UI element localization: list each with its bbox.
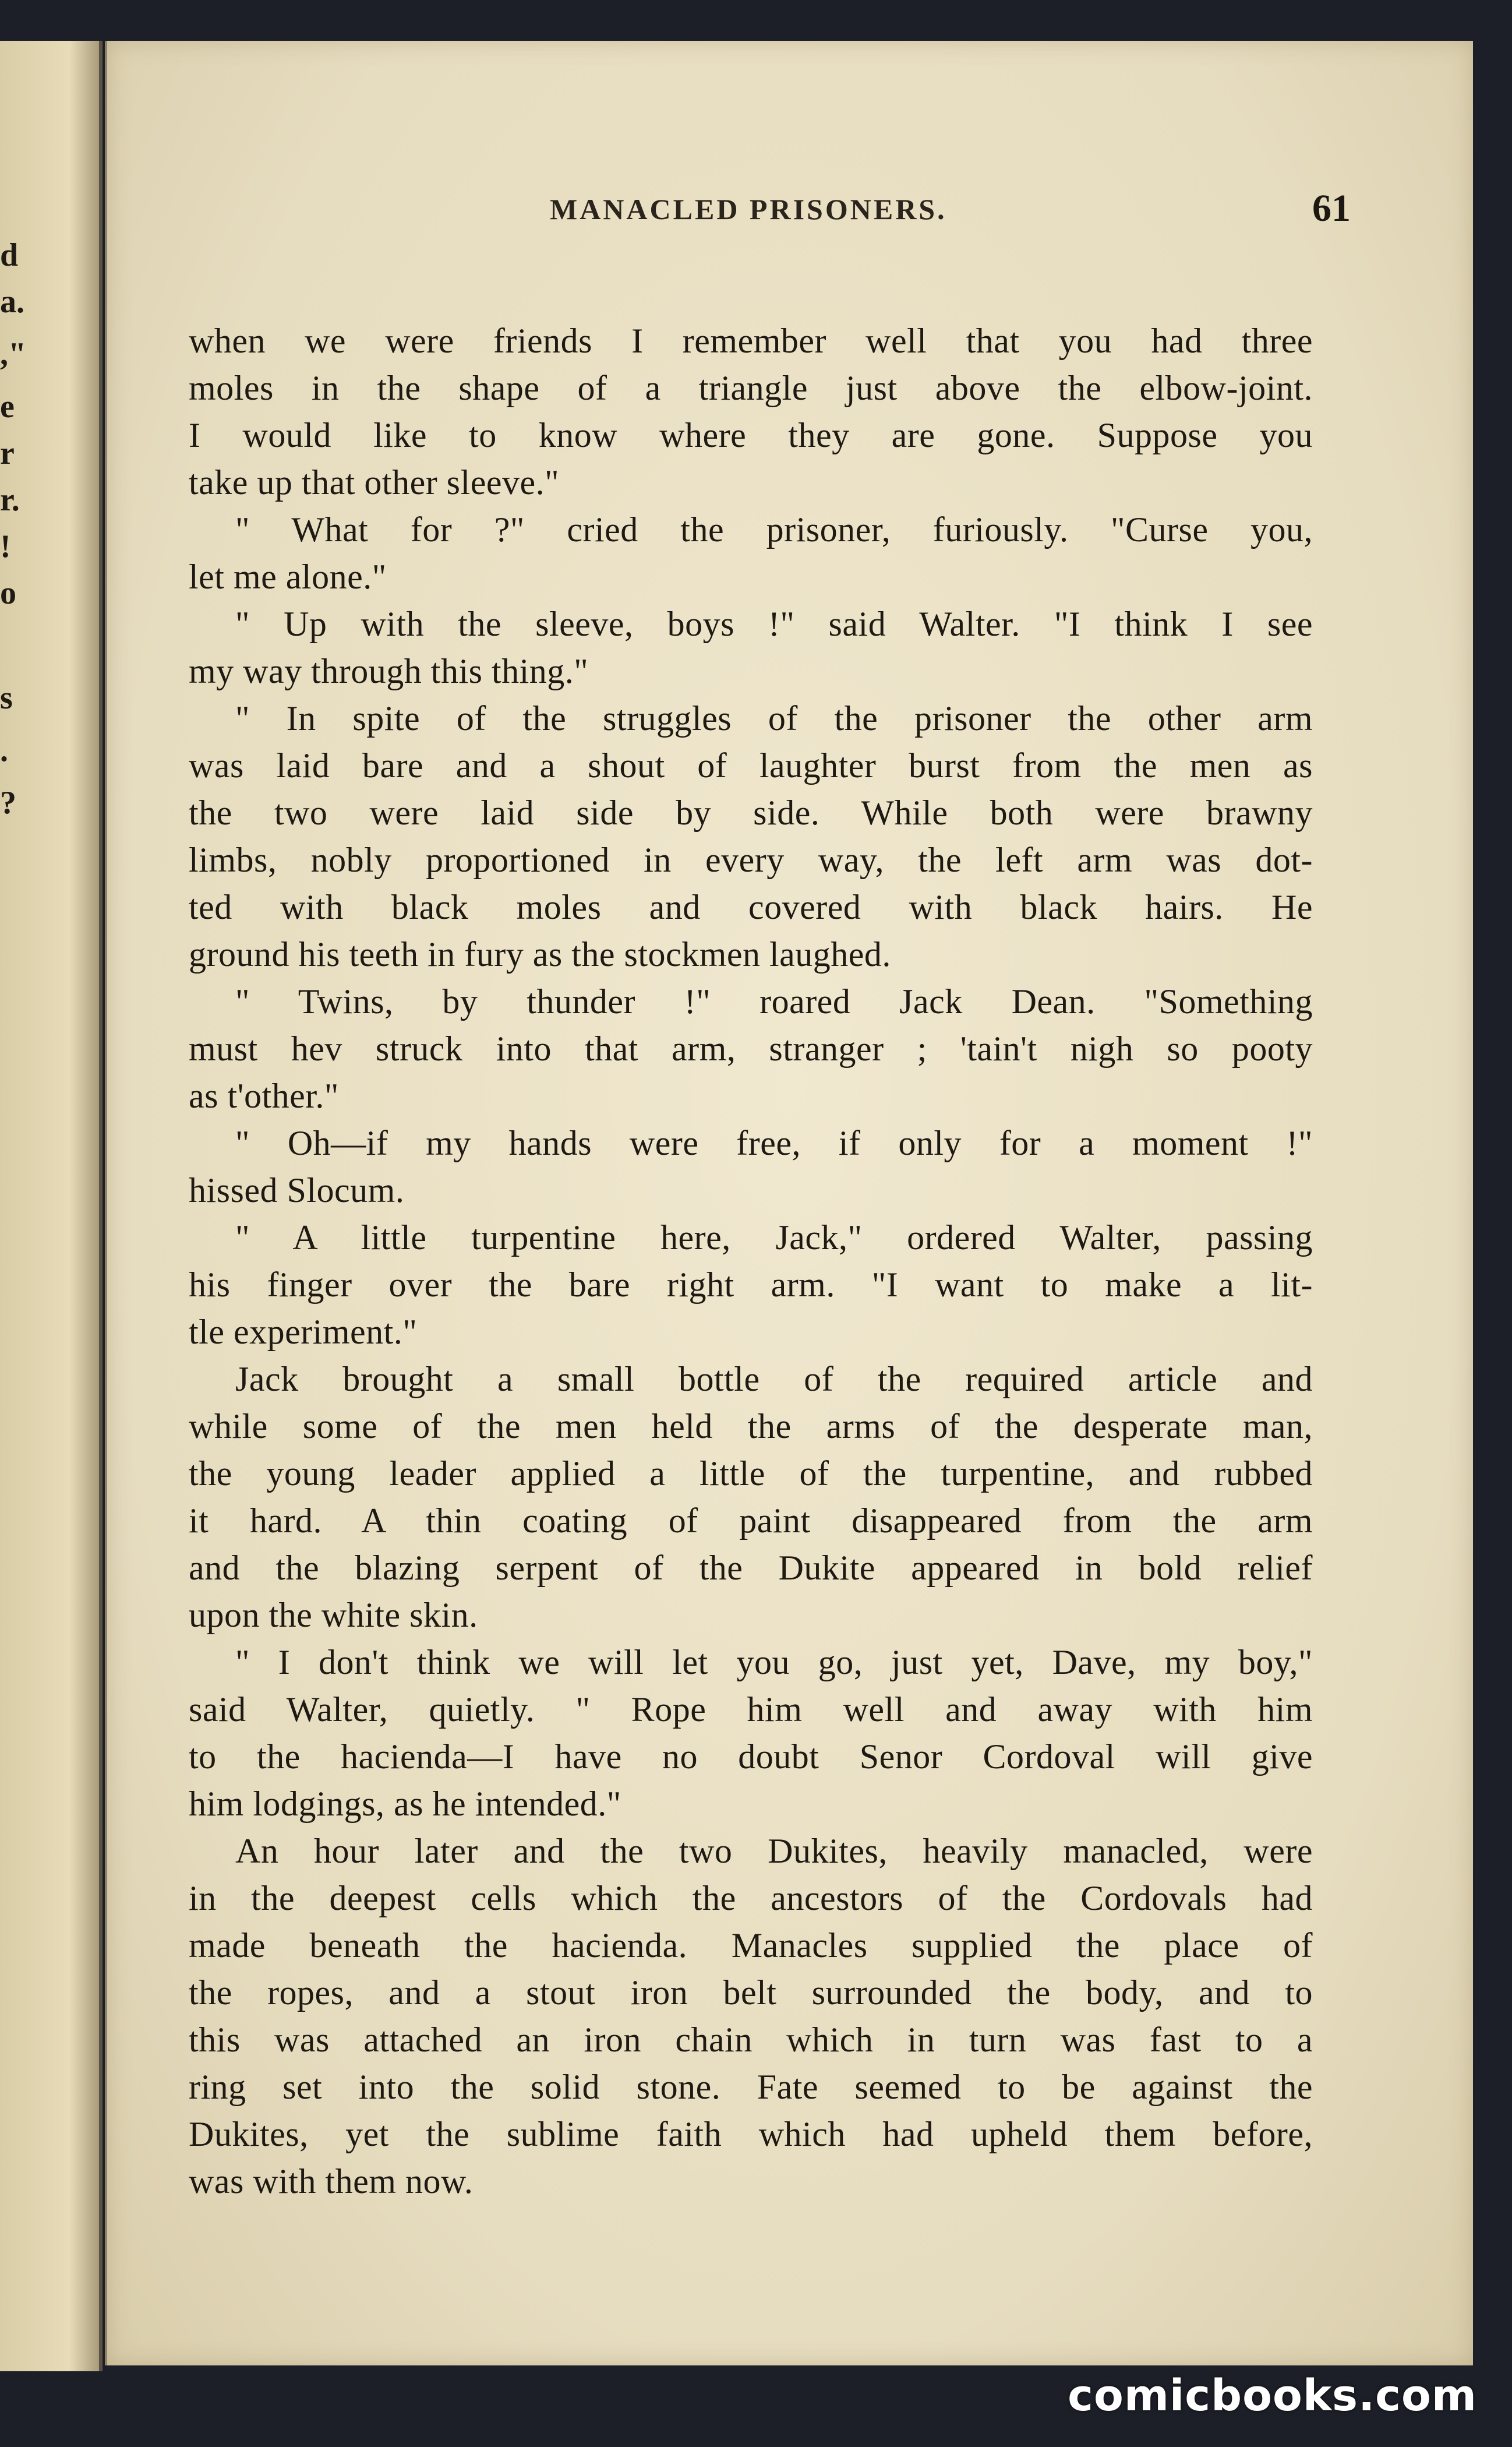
text-line: said Walter, quietly. " Rope him well and away with him bbox=[189, 1690, 1313, 1729]
text-line: " Oh—if my hands were free, if only for a moment !" bbox=[235, 1124, 1313, 1162]
book-page bbox=[105, 41, 1473, 2365]
text-line: limbs, nobly proportioned in every way, the left arm was dot- bbox=[189, 841, 1313, 879]
text-line: the young leader applied a little of the turpentine, and rubbed bbox=[189, 1454, 1313, 1493]
text-line: must hev struck into that arm, stranger ; 'tain't nigh so pooty bbox=[189, 1029, 1313, 1068]
text-line: " Up with the sleeve, boys !" said Walter. "I think I see bbox=[235, 605, 1313, 643]
text-line: in the deepest cells which the ancestors of the Cordovals had bbox=[189, 1879, 1313, 1917]
text-line: when we were friends I remember well that you had three bbox=[189, 322, 1313, 360]
text-line: " What for ?" cried the prisoner, furiously. "Curse you, bbox=[235, 510, 1313, 549]
facing-page-fragment: . bbox=[0, 732, 8, 768]
facing-page-fragment: ," bbox=[0, 336, 27, 372]
text-line: tle experiment." bbox=[189, 1313, 418, 1351]
facing-page-fragment: d bbox=[0, 237, 19, 273]
text-line: the two were laid side by side. While both were brawny bbox=[189, 794, 1313, 832]
text-line: " Twins, by thunder !" roared Jack Dean. "Something bbox=[235, 982, 1313, 1021]
text-line: take up that other sleeve." bbox=[189, 463, 560, 502]
text-line: " In spite of the struggles of the prisoner the other arm bbox=[235, 699, 1313, 738]
text-line: it hard. A thin coating of paint disappeared from the arm bbox=[189, 1501, 1313, 1540]
text-line: ground his teeth in fury as the stockmen laughed. bbox=[189, 935, 891, 974]
text-line: " A little turpentine here, Jack," ordered Walter, passing bbox=[235, 1218, 1313, 1257]
text-line: this was attached an iron chain which in turn was fast to a bbox=[189, 2021, 1313, 2059]
text-line: as t'other." bbox=[189, 1077, 339, 1115]
text-line: Dukites, yet the sublime faith which had upheld them before, bbox=[189, 2115, 1313, 2153]
text-line: An hour later and the two Dukites, heavily manacled, were bbox=[235, 1832, 1313, 1870]
facing-page-fragment: ! bbox=[0, 528, 11, 565]
text-line: upon the white skin. bbox=[189, 1596, 478, 1634]
text-line: his finger over the bare right arm. "I want to make a lit- bbox=[189, 1265, 1313, 1304]
text-line: while some of the men held the arms of the desperate man, bbox=[189, 1407, 1313, 1445]
text-line: made beneath the hacienda. Manacles supplied the place of bbox=[189, 1926, 1313, 1965]
text-line: was laid bare and a shout of laughter burst from the men as bbox=[189, 746, 1313, 785]
text-line: was with them now. bbox=[189, 2162, 474, 2201]
text-line: to the hacienda—I have no doubt Senor Cordoval will give bbox=[189, 1737, 1313, 1776]
facing-page-fragment: s bbox=[0, 680, 13, 716]
watermark: comicbooks.com bbox=[1068, 2371, 1477, 2421]
facing-page-edge bbox=[0, 41, 103, 2371]
text-line: I would like to know where they are gone. Suppose you bbox=[189, 416, 1313, 454]
running-head bbox=[107, 187, 1473, 233]
facing-page-fragment: r bbox=[0, 435, 15, 471]
text-line: and the blazing serpent of the Dukite appeared in bold relief bbox=[189, 1549, 1313, 1587]
facing-page-fragment: a. bbox=[0, 284, 24, 320]
body-text bbox=[189, 318, 1313, 2205]
facing-page-fragment: e bbox=[0, 389, 15, 425]
text-line: him lodgings, as he intended." bbox=[189, 1785, 621, 1823]
running-title: MANACLED PRISONERS. bbox=[550, 193, 947, 225]
text-line: ted with black moles and covered with black hairs. He bbox=[189, 888, 1313, 926]
facing-page-fragment: o bbox=[0, 575, 16, 611]
text-line: my way through this thing." bbox=[189, 652, 589, 690]
text-line: the ropes, and a stout iron belt surrounded the body, and to bbox=[189, 1973, 1313, 2012]
text-line: ring set into the solid stone. Fate seemed to be against the bbox=[189, 2068, 1313, 2106]
text-line: " I don't think we will let you go, just yet, Dave, my boy," bbox=[235, 1643, 1313, 1681]
text-line: hissed Slocum. bbox=[189, 1171, 405, 1210]
text-line: moles in the shape of a triangle just above the elbow-joint. bbox=[189, 369, 1313, 407]
facing-page-fragment: r. bbox=[0, 482, 20, 518]
facing-page-fragment: ? bbox=[0, 785, 16, 821]
text-line: Jack brought a small bottle of the required article and bbox=[235, 1360, 1313, 1398]
text-line: let me alone." bbox=[189, 558, 387, 596]
page-number: 61 bbox=[1312, 187, 1351, 230]
